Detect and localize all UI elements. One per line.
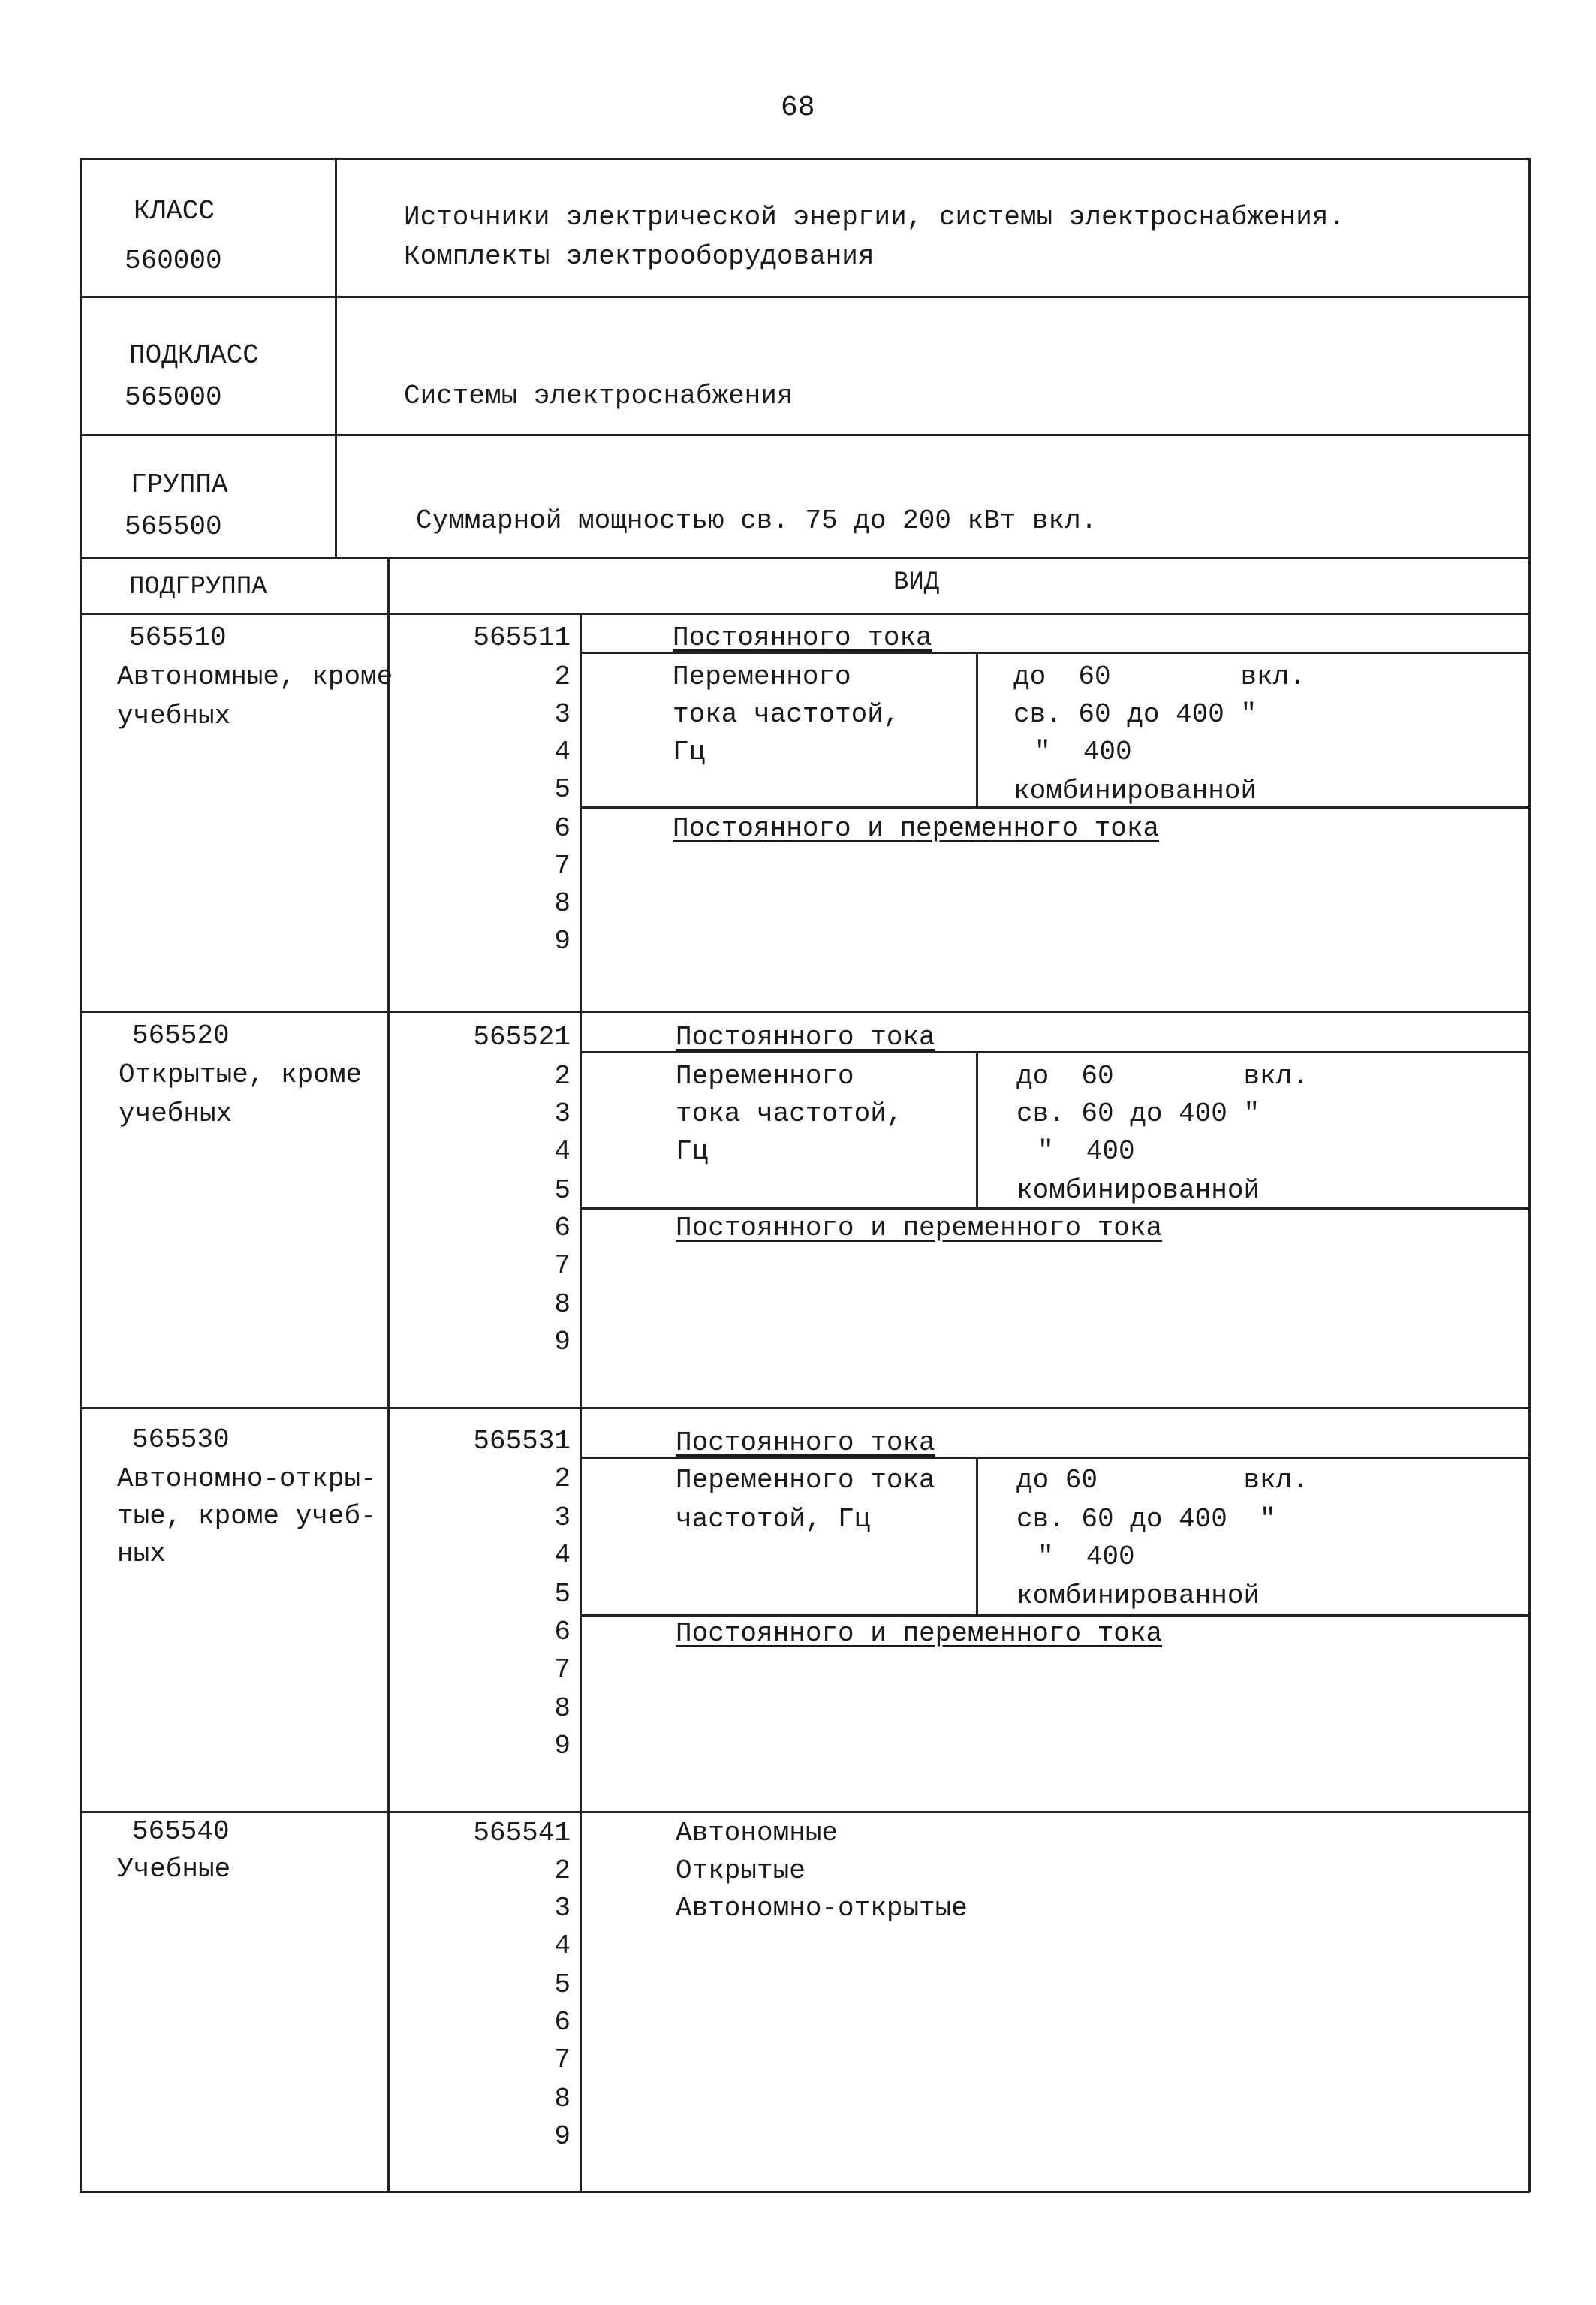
section3-ac-line: Переменного тока	[676, 1465, 935, 1496]
frame-right	[1528, 158, 1531, 2192]
section2-ac-line: Переменного	[676, 1061, 854, 1092]
section2-code: 565520	[132, 1020, 230, 1051]
section3-freq: св. 60 до 400 "	[1016, 1504, 1276, 1535]
section3-number: 9	[554, 1731, 571, 1761]
section2-first-code: 565521	[473, 1022, 571, 1053]
section1-freq-divider	[976, 652, 978, 808]
section1-ac-line: Переменного	[673, 661, 851, 692]
section3-number: 2	[554, 1463, 571, 1494]
subgroup-column-divider	[387, 557, 390, 2192]
section3-freq: " 400	[1037, 1541, 1135, 1572]
section3-number: 3	[554, 1502, 571, 1533]
section2-number: 4	[554, 1136, 571, 1167]
section4-number: 5	[554, 1969, 571, 2000]
section2-number: 2	[554, 1061, 571, 1092]
section2-mixed: Постоянного и переменного тока	[676, 1213, 1163, 1243]
group-title: Суммарной мощностью св. 75 до 200 кВт вкл.	[416, 505, 1098, 536]
section1-freq: " 400	[1034, 737, 1132, 767]
kind-column-header: ВИД	[893, 568, 940, 597]
section3-dc: Постоянного тока	[676, 1427, 935, 1458]
subclass-bottom-rule	[80, 434, 1530, 436]
section4-number: 8	[554, 2084, 571, 2114]
section1-number: 5	[554, 774, 571, 805]
subclass-code: 565000	[125, 382, 222, 413]
section1-number: 3	[554, 699, 571, 730]
section4-number: 2	[554, 1855, 571, 1886]
section1-ac-line: Гц	[673, 737, 706, 767]
section4-number: 6	[554, 2007, 571, 2038]
header-divider	[335, 158, 337, 559]
section1-first-code: 565511	[473, 622, 571, 653]
section3-ac-rule	[580, 1614, 1530, 1617]
group-label: ГРУППА	[131, 469, 228, 500]
section2-ac-rule	[580, 1207, 1530, 1210]
section4-number: 3	[554, 1893, 571, 1924]
group-code: 565500	[125, 511, 222, 542]
section4-number: 7	[554, 2044, 571, 2075]
section3-first-code: 565531	[473, 1426, 571, 1457]
section4-item: Автономно-открытые	[676, 1893, 968, 1924]
section1-number: 7	[554, 851, 571, 881]
group-bottom-rule	[80, 557, 1530, 559]
section4-name-line: Учебные	[117, 1854, 231, 1885]
section2-freq: св. 60 до 400 "	[1016, 1098, 1260, 1129]
section2-dc: Постоянного тока	[676, 1022, 935, 1053]
section1-freq: комбинированной	[1013, 776, 1257, 806]
section2-number: 8	[554, 1289, 571, 1320]
section4-first-code: 565541	[473, 1818, 571, 1849]
section3-ac-line: частотой, Гц	[676, 1504, 871, 1535]
section3-name-line: ных	[117, 1538, 166, 1569]
section2-number: 6	[554, 1213, 571, 1243]
frame-bottom	[80, 2191, 1530, 2193]
subclass-title: Системы электроснабжения	[404, 381, 793, 411]
section2-number: 7	[554, 1250, 571, 1281]
class-title-line2: Комплекты электрооборудования	[404, 241, 875, 272]
section4-item: Автономные	[676, 1818, 839, 1849]
subgroup-column-header: ПОДГРУППА	[129, 573, 267, 601]
section3-mixed: Постоянного и переменного тока	[676, 1618, 1163, 1649]
section1-name-line: Автономные, кроме	[117, 661, 393, 692]
section1-top-rule	[80, 613, 1530, 615]
section2-freq: до 60 вкл.	[1016, 1061, 1308, 1092]
section2-number: 3	[554, 1098, 571, 1129]
class-bottom-rule	[80, 296, 1530, 298]
section4-number: 9	[554, 2121, 571, 2152]
page-number: 68	[781, 92, 815, 124]
section3-code: 565530	[132, 1424, 230, 1455]
section4-number: 4	[554, 1930, 571, 1961]
section3-name-line: тые, кроме учеб-	[117, 1501, 377, 1532]
section4-code: 565540	[132, 1816, 230, 1847]
section3-number: 4	[554, 1540, 571, 1571]
section1-ac-line: тока частотой,	[673, 699, 900, 730]
section1-name-line: учебных	[117, 701, 231, 731]
section1-number: 9	[554, 926, 571, 957]
section1-number: 6	[554, 813, 571, 844]
section3-top-rule	[80, 1407, 1530, 1409]
section3-freq-divider	[976, 1457, 978, 1616]
section1-number: 2	[554, 661, 571, 692]
section1-number: 8	[554, 888, 571, 919]
section1-freq: до 60 вкл.	[1013, 661, 1305, 692]
section3-number: 7	[554, 1654, 571, 1685]
section1-ac-rule	[580, 806, 1530, 809]
class-title-line1: Источники электрической энергии, системы электроснабжения.	[404, 202, 1345, 233]
section1-mixed: Постоянного и переменного тока	[673, 813, 1160, 844]
section3-number: 8	[554, 1693, 571, 1724]
class-label: КЛАСС	[134, 196, 215, 227]
section2-freq: комбинированной	[1016, 1175, 1260, 1206]
section3-number: 5	[554, 1579, 571, 1610]
section2-ac-line: Гц	[676, 1136, 709, 1167]
section1-freq: св. 60 до 400 "	[1013, 699, 1257, 730]
header-top-rule	[80, 158, 1530, 160]
section3-number: 6	[554, 1617, 571, 1647]
section2-ac-line: тока частотой,	[676, 1098, 903, 1129]
section1-dc: Постоянного тока	[673, 622, 932, 653]
section2-top-rule	[80, 1011, 1530, 1013]
section2-name-line: учебных	[119, 1098, 233, 1129]
section2-name-line: Открытые, кроме	[119, 1059, 363, 1090]
section4-item: Открытые	[676, 1855, 806, 1886]
section4-top-rule	[80, 1811, 1530, 1813]
section3-freq: до 60 вкл.	[1016, 1465, 1308, 1496]
frame-left	[80, 158, 82, 2192]
section3-freq: комбинированной	[1016, 1580, 1260, 1611]
section2-number: 9	[554, 1327, 571, 1357]
section2-number: 5	[554, 1175, 571, 1206]
code-column-divider	[580, 613, 582, 2192]
section1-number: 4	[554, 737, 571, 767]
class-code: 560000	[125, 246, 222, 276]
section3-name-line: Автономно-откры-	[117, 1463, 377, 1494]
section2-freq: " 400	[1037, 1136, 1135, 1167]
section2-freq-divider	[976, 1051, 978, 1209]
subclass-label: ПОДКЛАСС	[129, 340, 259, 371]
section1-code: 565510	[129, 622, 227, 653]
